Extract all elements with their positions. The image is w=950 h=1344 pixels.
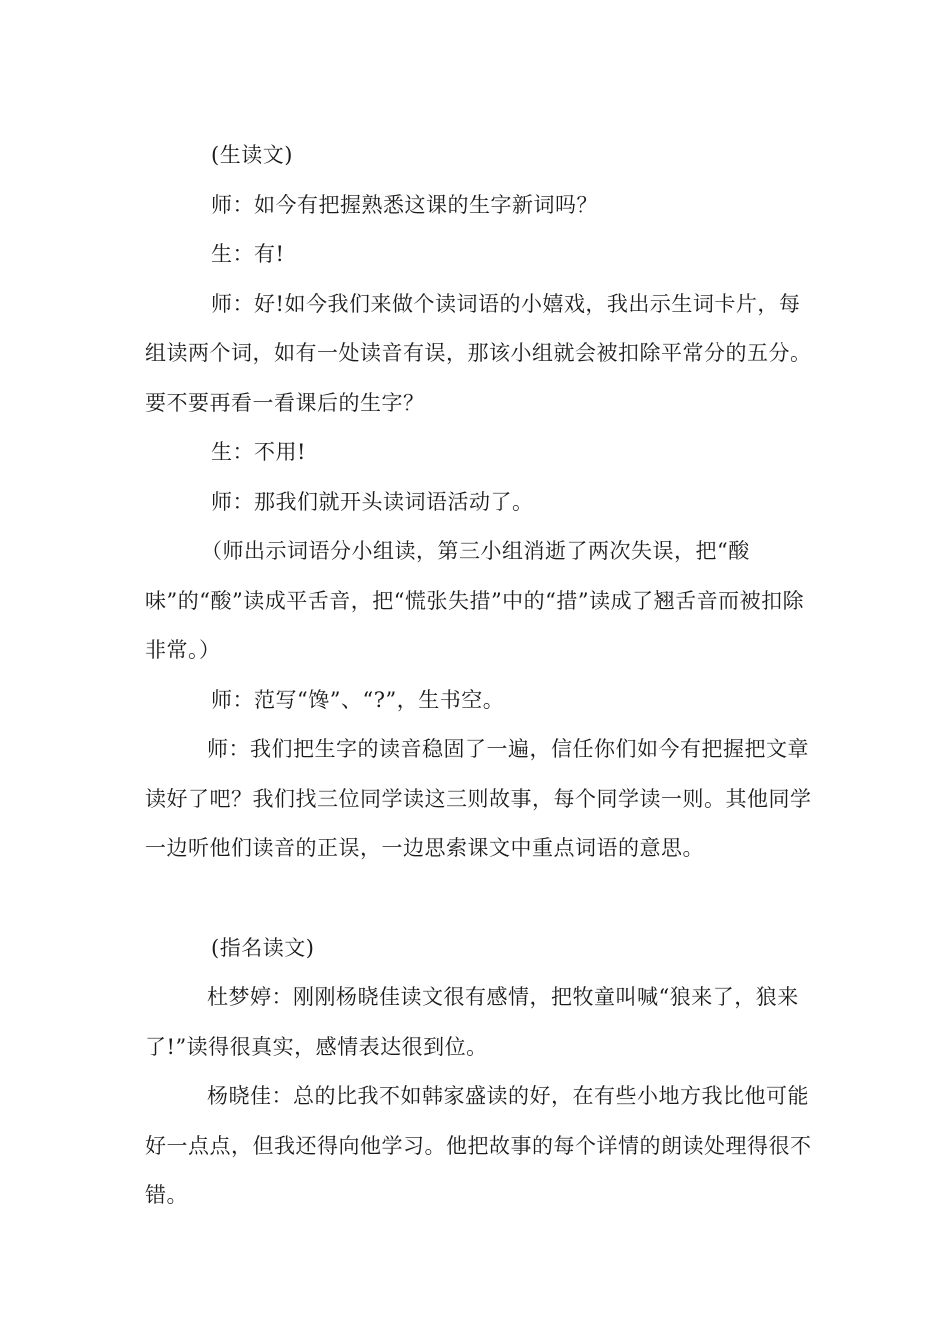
document-body xyxy=(145,131,815,1221)
paragraph-gap xyxy=(145,874,815,924)
paragraph-student-reply: 生：不用! xyxy=(211,440,306,464)
paragraph-yang-xiaojia: 杨晓佳：总的比我不如韩家盛读的好，在有些小地方我比他可能好一点点，但我还得向他学习。他把故事的每个详情的朗读处理得很不错。 xyxy=(145,1084,812,1207)
paragraph-named-reading: (指名读文) xyxy=(211,935,315,960)
paragraph-teacher-writing: 师：范写“馋”、“?”，生书空。 xyxy=(211,687,505,712)
paragraph-du-mengting: 杜梦婷：刚刚杨晓佳读文很有感情，把牧童叫喊“狼来了，狼来了!”读得很真实，感情表达很到位。 xyxy=(145,985,799,1059)
paragraph-student-answer: 生：有! xyxy=(211,242,285,266)
paragraph-teacher-start: 师：那我们就开头读词语活动了。 xyxy=(211,489,534,514)
paragraph-teacher-question: 师：如今有把握熟悉这课的生字新词吗？ xyxy=(211,192,598,217)
paragraph-student-reading: (生读文) xyxy=(211,143,293,167)
paragraph-teacher-instructions: 师：我们把生字的读音稳固了一遍，信任你们如今有把握把文章读好了吧？我们找三位同学读这三则故事，每个同学读一则。其他同学一边听他们读音的正误，一边思索课文中重点词语的意思。 xyxy=(145,737,812,860)
paragraph-teacher-game: 师：好!如今我们来做个读词语的小嬉戏，我出示生词卡片，每组读两个词，如有一处读音有误，那该小组就会被扣除平常分的五分。要不要再看一看课后的生字？ xyxy=(145,291,812,415)
paragraph-group-reading: （师出示词语分小组读，第三小组消逝了两次失误，把“酸味”的“酸”读成平舌音，把“慌张失措”中的“措”读成了翘舌音而被扣除非常。） xyxy=(145,539,805,662)
